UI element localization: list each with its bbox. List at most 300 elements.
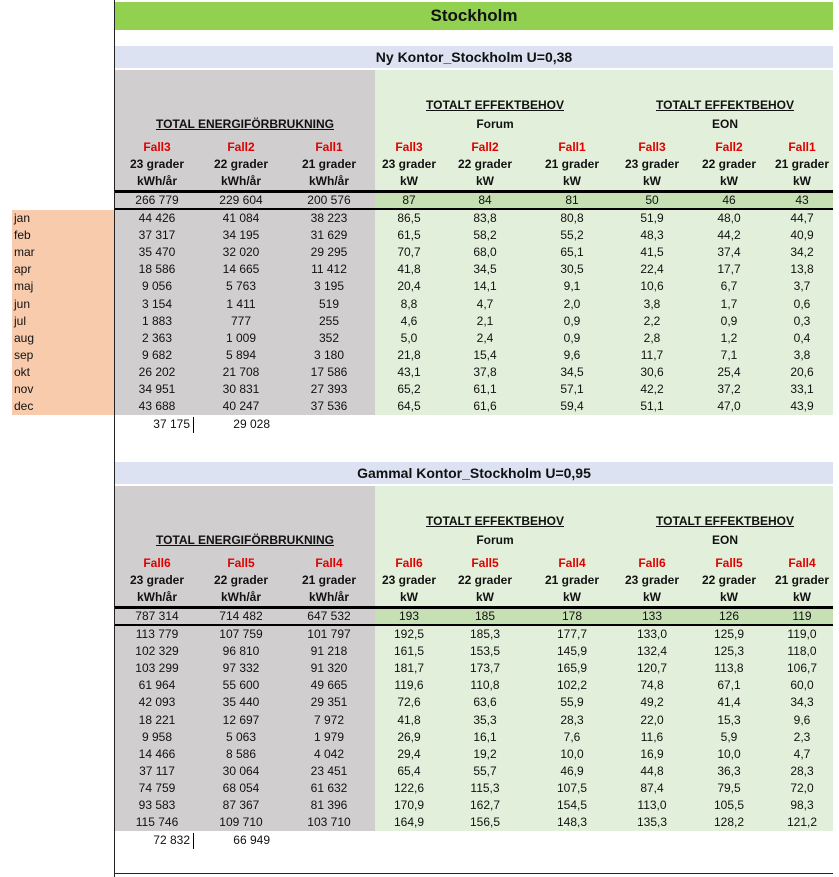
table-cell: 154,5 — [556, 798, 588, 812]
table-cell: 40 247 — [222, 399, 260, 414]
table-cell: 122,6 — [393, 780, 425, 795]
table-cell: 9 682 — [141, 347, 173, 362]
table-cell: 107 759 — [219, 627, 263, 641]
table-cell: 5,0 — [400, 330, 418, 345]
table-cell: 12 697 — [222, 712, 260, 727]
table-cell: 11,6 — [640, 729, 664, 744]
table-cell: 2,0 — [563, 296, 581, 311]
unit-label: kW — [400, 174, 418, 188]
table-cell: 34 195 — [222, 228, 260, 243]
table-cell: 2 363 — [141, 330, 173, 345]
temperature-label: 22 grader — [701, 573, 757, 587]
table-cell: 65,4 — [397, 763, 421, 778]
table-cell: 34,5 — [560, 364, 584, 379]
case-label: Fall1 — [315, 140, 343, 154]
temperature-label: 23 grader — [129, 573, 185, 587]
table-cell: 1,2 — [720, 330, 738, 345]
table-cell: 35,3 — [473, 712, 497, 727]
table-cell: 128,2 — [713, 815, 745, 830]
table-cell: 1 009 — [225, 330, 257, 345]
case-label: Fall6 — [638, 556, 666, 570]
table-cell: 20,4 — [397, 279, 421, 294]
table-cell: 91 320 — [310, 661, 348, 676]
table-cell: 29 295 — [310, 245, 348, 260]
table-cell: 43,9 — [790, 399, 814, 414]
temperature-label: 23 grader — [129, 157, 185, 171]
unit-label: kW — [563, 590, 581, 604]
month-label: jan — [14, 211, 31, 225]
table-cell: 37,2 — [717, 382, 741, 396]
footer-value: 66 949 — [233, 833, 270, 848]
table-cell: 72,6 — [397, 695, 421, 710]
month-label: sep — [14, 347, 34, 362]
table-cell: 0,9 — [563, 313, 581, 328]
table-cell: 21,8 — [397, 347, 421, 362]
table-cell: 133,0 — [636, 627, 668, 641]
table-cell: 26,9 — [397, 729, 421, 744]
totals-cell: 119 — [792, 609, 812, 623]
eon-group-subheader: EON — [711, 533, 738, 547]
table-cell: 9 958 — [141, 729, 173, 744]
table-cell: 3,8 — [643, 296, 661, 311]
totals-cell: 84 — [478, 193, 492, 207]
temperature-label: 22 grader — [213, 157, 269, 171]
table-cell: 115 746 — [135, 815, 179, 830]
unit-label: kW — [793, 590, 811, 604]
table-cell: 30 831 — [222, 382, 260, 396]
unit-label: kW — [400, 590, 418, 604]
table-cell: 49,2 — [640, 695, 664, 710]
footer-value: 37 175 — [153, 417, 190, 432]
table-cell: 3,7 — [793, 279, 811, 294]
table-cell: 5 063 — [225, 729, 257, 744]
table-cell: 777 — [230, 313, 252, 328]
table-cell: 0,3 — [793, 313, 811, 328]
totals-cell: 787 314 — [135, 609, 179, 623]
footer-tick — [193, 833, 194, 849]
table-cell: 121,2 — [786, 815, 818, 830]
table-cell: 91 218 — [310, 644, 348, 659]
table-cell: 30 064 — [222, 763, 260, 778]
unit-label: kWh/år — [308, 590, 349, 604]
table-cell: 29 351 — [310, 695, 348, 710]
temperature-label: 22 grader — [457, 157, 513, 171]
table-cell: 519 — [318, 296, 340, 311]
table-cell: 44,8 — [640, 763, 664, 778]
unit-label: kW — [563, 174, 581, 188]
temperature-label: 23 grader — [381, 573, 437, 587]
temperature-label: 21 grader — [544, 573, 600, 587]
unit-label: kW — [476, 174, 494, 188]
table-cell: 165,9 — [556, 661, 588, 676]
table-cell: 61,6 — [473, 399, 497, 414]
table-cell: 0,9 — [563, 330, 581, 345]
case-label: Fall2 — [227, 140, 255, 154]
forum-group-header: TOTALT EFFEKTBEHOV — [426, 514, 564, 528]
table-cell: 42 093 — [138, 695, 176, 710]
table-cell: 15,3 — [717, 712, 741, 727]
footer-tick — [193, 417, 194, 433]
table-cell: 61,1 — [473, 382, 497, 396]
case-label: Fall4 — [558, 556, 586, 570]
month-label: jul — [14, 313, 27, 328]
unit-label: kW — [720, 590, 738, 604]
table-cell: 41,4 — [717, 695, 741, 710]
table-cell: 13,8 — [790, 262, 814, 277]
table-cell: 96 810 — [222, 644, 260, 659]
table-cell: 5,9 — [720, 729, 738, 744]
table-cell: 2,4 — [476, 330, 494, 345]
table-cell: 14,1 — [473, 279, 497, 294]
table-cell: 115,3 — [470, 780, 500, 795]
table-cell: 15,4 — [473, 347, 497, 362]
table-cell: 2,3 — [793, 729, 811, 744]
table-cell: 18 221 — [138, 712, 176, 727]
temperature-label: 21 grader — [301, 157, 357, 171]
table-cell: 177,7 — [556, 627, 588, 641]
table-cell: 68 054 — [222, 780, 260, 795]
table-cell: 34,2 — [790, 245, 814, 260]
forum-group-subheader: Forum — [476, 117, 514, 131]
case-label: Fall5 — [227, 556, 255, 570]
unit-label: kWh/år — [308, 174, 349, 188]
table-cell: 132,4 — [636, 644, 668, 659]
table-cell: 120,7 — [636, 661, 668, 676]
totals-cell: 43 — [795, 193, 809, 207]
month-label: mar — [14, 245, 35, 260]
table-cell: 37,8 — [473, 364, 497, 379]
table-cell: 98,3 — [790, 798, 814, 812]
case-label: Fall4 — [788, 556, 816, 570]
case-label: Fall3 — [143, 140, 171, 154]
table-cell: 173,7 — [469, 661, 501, 676]
totals-cell: 81 — [565, 193, 579, 207]
table-cell: 58,2 — [473, 228, 497, 243]
table-cell: 79,5 — [717, 780, 741, 795]
month-label: apr — [14, 262, 32, 277]
table-cell: 23 451 — [310, 763, 348, 778]
table-cell: 87,4 — [640, 780, 664, 795]
unit-label: kW — [793, 174, 811, 188]
table-cell: 103 299 — [135, 661, 179, 676]
table-cell: 2,2 — [643, 313, 661, 328]
table-cell: 19,2 — [473, 746, 497, 761]
table-cell: 18 586 — [138, 262, 176, 277]
unit-label: kW — [720, 174, 738, 188]
table-cell: 119,0 — [787, 627, 817, 641]
table-cell: 70,7 — [397, 245, 421, 260]
table-cell: 61 632 — [310, 780, 348, 795]
table-cell: 44,7 — [790, 211, 814, 225]
case-label: Fall5 — [715, 556, 743, 570]
table-cell: 11,7 — [640, 347, 664, 362]
table-cell: 145,9 — [556, 644, 588, 659]
table-cell: 51,1 — [640, 399, 664, 414]
table-cell: 37 317 — [138, 228, 176, 243]
temperature-label: 22 grader — [213, 573, 269, 587]
table-cell: 110,8 — [470, 678, 500, 693]
totals-cell: 266 779 — [135, 193, 179, 207]
table-cell: 74 759 — [138, 780, 176, 795]
temperature-label: 23 grader — [624, 573, 680, 587]
table-cell: 5 894 — [225, 347, 257, 362]
footer-value: 72 832 — [153, 833, 190, 848]
table-cell: 30,6 — [640, 364, 664, 379]
unit-label: kWh/år — [136, 590, 177, 604]
table-cell: 148,3 — [556, 815, 588, 830]
table-cell: 51,9 — [640, 211, 664, 225]
table-cell: 156,5 — [469, 815, 501, 830]
footer-value: 29 028 — [233, 417, 270, 432]
table-cell: 164,9 — [393, 815, 425, 830]
table-cell: 68,0 — [473, 245, 497, 260]
table-cell: 41,8 — [397, 712, 421, 727]
case-label: Fall1 — [558, 140, 586, 154]
table-cell: 170,9 — [393, 798, 425, 812]
section-title: Gammal Kontor_Stockholm U=0,95 — [115, 462, 833, 484]
totals-cell: 185 — [474, 609, 496, 623]
table-cell: 14 466 — [138, 746, 176, 761]
table-cell: 81 396 — [310, 798, 348, 812]
table-cell: 4 042 — [313, 746, 345, 761]
table-cell: 38 223 — [310, 211, 348, 225]
table-cell: 34,5 — [473, 262, 497, 277]
table-cell: 113,0 — [637, 798, 667, 812]
table-cell: 1,7 — [720, 296, 738, 311]
unit-label: kW — [476, 590, 494, 604]
table-cell: 86,5 — [397, 211, 421, 225]
case-label: Fall4 — [315, 556, 343, 570]
table-cell: 101 797 — [307, 627, 351, 641]
totals-cell: 46 — [722, 193, 736, 207]
forum-group-subheader: Forum — [476, 533, 514, 547]
table-cell: 113,8 — [714, 661, 744, 676]
table-cell: 35 470 — [138, 245, 176, 260]
case-label: Fall3 — [638, 140, 666, 154]
month-label: feb — [14, 228, 31, 243]
temperature-label: 21 grader — [544, 157, 600, 171]
table-cell: 83,8 — [473, 211, 497, 225]
table-cell: 55,2 — [560, 228, 584, 243]
table-cell: 67,1 — [717, 678, 741, 693]
table-cell: 10,0 — [560, 746, 584, 761]
table-cell: 65,2 — [397, 382, 421, 396]
table-cell: 41,8 — [397, 262, 421, 277]
table-cell: 97 332 — [222, 661, 260, 676]
table-cell: 43,1 — [397, 364, 421, 379]
table-cell: 9,1 — [563, 279, 581, 294]
table-cell: 185,3 — [469, 627, 501, 641]
table-cell: 107,5 — [556, 780, 588, 795]
table-cell: 3,8 — [793, 347, 811, 362]
table-cell: 162,7 — [469, 798, 501, 812]
table-cell: 105,5 — [713, 798, 745, 812]
table-cell: 118,0 — [787, 644, 817, 659]
table-cell: 16,1 — [473, 729, 497, 744]
table-cell: 74,8 — [640, 678, 664, 693]
table-cell: 27 393 — [310, 382, 348, 396]
table-cell: 34 951 — [138, 382, 176, 396]
table-cell: 22,4 — [640, 262, 664, 277]
case-label: Fall6 — [143, 556, 171, 570]
table-cell: 11 412 — [311, 262, 347, 277]
eon-group-subheader: EON — [711, 117, 738, 131]
case-label: Fall6 — [395, 556, 423, 570]
table-cell: 2,8 — [643, 330, 661, 345]
table-cell: 102,2 — [556, 678, 588, 693]
table-cell: 0,9 — [720, 313, 738, 328]
table-cell: 57,1 — [560, 382, 584, 396]
totals-cell: 193 — [398, 609, 420, 623]
table-cell: 3 154 — [141, 296, 173, 311]
totals-cell: 87 — [402, 193, 416, 207]
month-label: aug — [14, 330, 35, 345]
temperature-label: 23 grader — [624, 157, 680, 171]
table-cell: 9 056 — [141, 279, 173, 294]
table-cell: 44,2 — [717, 228, 741, 243]
table-cell: 37 117 — [139, 763, 175, 778]
forum-group-header: TOTALT EFFEKTBEHOV — [426, 98, 564, 112]
table-cell: 3 195 — [313, 279, 345, 294]
table-cell: 103 710 — [307, 815, 351, 830]
table-cell: 1 883 — [141, 313, 173, 328]
table-cell: 31 629 — [310, 228, 348, 243]
temperature-label: 23 grader — [381, 157, 437, 171]
table-cell: 16,9 — [640, 746, 664, 761]
table-cell: 20,6 — [790, 364, 814, 379]
table-cell: 35 440 — [222, 695, 260, 710]
table-cell: 161,5 — [393, 644, 425, 659]
table-cell: 125,3 — [713, 644, 745, 659]
table-cell: 28,3 — [790, 763, 814, 778]
table-cell: 8 586 — [225, 746, 257, 761]
table-cell: 4,7 — [793, 746, 811, 761]
table-cell: 59,4 — [560, 399, 584, 414]
table-cell: 72,0 — [790, 780, 814, 795]
table-cell: 37 536 — [310, 399, 348, 414]
table-cell: 61 964 — [138, 678, 176, 693]
eon-group-header: TOTALT EFFEKTBEHOV — [656, 514, 794, 528]
energy-group-header: TOTAL ENERGIFÖRBRUKNING — [155, 533, 334, 547]
table-cell: 14 665 — [222, 262, 260, 277]
table-cell: 102 329 — [135, 644, 179, 659]
table-cell: 0,4 — [793, 330, 811, 345]
temperature-label: 22 grader — [701, 157, 757, 171]
table-cell: 60,0 — [790, 678, 814, 693]
table-cell: 2,1 — [476, 313, 494, 328]
totals-cell: 126 — [718, 609, 740, 623]
table-cell: 4,7 — [476, 296, 494, 311]
table-cell: 352 — [318, 330, 340, 345]
table-cell: 1 979 — [313, 729, 345, 744]
month-label: jun — [14, 296, 31, 311]
table-cell: 49 665 — [310, 678, 348, 693]
table-cell: 125,9 — [713, 627, 745, 641]
table-cell: 42,2 — [640, 382, 664, 396]
table-cell: 32 020 — [222, 245, 260, 260]
totals-cell: 229 604 — [219, 193, 263, 207]
table-cell: 37,4 — [717, 245, 741, 260]
table-cell: 10,6 — [640, 279, 664, 294]
month-label: dec — [14, 399, 34, 414]
energy-group-header: TOTAL ENERGIFÖRBRUKNING — [155, 117, 334, 131]
table-cell: 21 708 — [222, 364, 260, 379]
table-cell: 63,6 — [473, 695, 497, 710]
table-cell: 64,5 — [397, 399, 421, 414]
unit-label: kW — [643, 174, 661, 188]
temperature-label: 21 grader — [301, 573, 357, 587]
table-cell: 10,0 — [717, 746, 741, 761]
table-cell: 7,1 — [720, 347, 738, 362]
unit-label: kWh/år — [220, 174, 261, 188]
table-cell: 36,3 — [717, 763, 741, 778]
table-cell: 0,6 — [793, 296, 811, 311]
table-cell: 44 426 — [138, 211, 176, 225]
table-cell: 6,7 — [720, 279, 738, 294]
table-cell: 55,7 — [473, 763, 497, 778]
temperature-label: 21 grader — [774, 157, 830, 171]
table-cell: 109 710 — [219, 815, 263, 830]
table-cell: 34,3 — [790, 695, 814, 710]
table-cell: 113 779 — [135, 627, 179, 641]
table-cell: 55 600 — [222, 678, 260, 693]
table-cell: 192,5 — [393, 627, 425, 641]
table-cell: 61,5 — [397, 228, 421, 243]
totals-cell: 133 — [641, 609, 663, 623]
month-label: nov — [14, 382, 34, 396]
table-cell: 119,6 — [394, 678, 424, 693]
table-cell: 1 411 — [226, 296, 256, 311]
table-cell: 29,4 — [397, 746, 421, 761]
table-cell: 47,0 — [717, 399, 741, 414]
case-label: Fall3 — [395, 140, 423, 154]
table-cell: 93 583 — [138, 798, 176, 812]
table-cell: 181,7 — [393, 661, 425, 676]
case-label: Fall2 — [471, 140, 499, 154]
table-cell: 135,3 — [636, 815, 668, 830]
table-cell: 255 — [318, 313, 340, 328]
month-label: maj — [14, 279, 34, 294]
table-cell: 43 688 — [138, 399, 176, 414]
unit-label: kW — [643, 590, 661, 604]
table-cell: 55,9 — [560, 695, 584, 710]
table-cell: 22,0 — [640, 712, 664, 727]
table-cell: 33,1 — [790, 382, 814, 396]
sheet-bottom-border — [114, 873, 833, 874]
totals-cell: 200 576 — [307, 193, 351, 207]
section-title: Ny Kontor_Stockholm U=0,38 — [115, 46, 833, 68]
temperature-label: 22 grader — [457, 573, 513, 587]
case-label: Fall5 — [471, 556, 499, 570]
unit-label: kWh/år — [136, 174, 177, 188]
table-cell: 17,7 — [717, 262, 741, 277]
totals-cell: 647 532 — [307, 609, 351, 623]
eon-group-header: TOTALT EFFEKTBEHOV — [656, 98, 794, 112]
table-cell: 3 180 — [313, 347, 345, 362]
table-cell: 28,3 — [560, 712, 584, 727]
table-cell: 9,6 — [793, 712, 811, 727]
table-cell: 41 084 — [222, 211, 260, 225]
table-cell: 40,9 — [790, 228, 814, 243]
totals-cell: 714 482 — [219, 609, 263, 623]
table-cell: 80,8 — [560, 211, 584, 225]
table-cell: 25,4 — [717, 364, 741, 379]
case-label: Fall1 — [788, 140, 816, 154]
table-cell: 7 972 — [313, 712, 345, 727]
table-cell: 8,8 — [400, 296, 418, 311]
table-cell: 41,5 — [640, 245, 664, 260]
table-cell: 46,9 — [560, 763, 584, 778]
